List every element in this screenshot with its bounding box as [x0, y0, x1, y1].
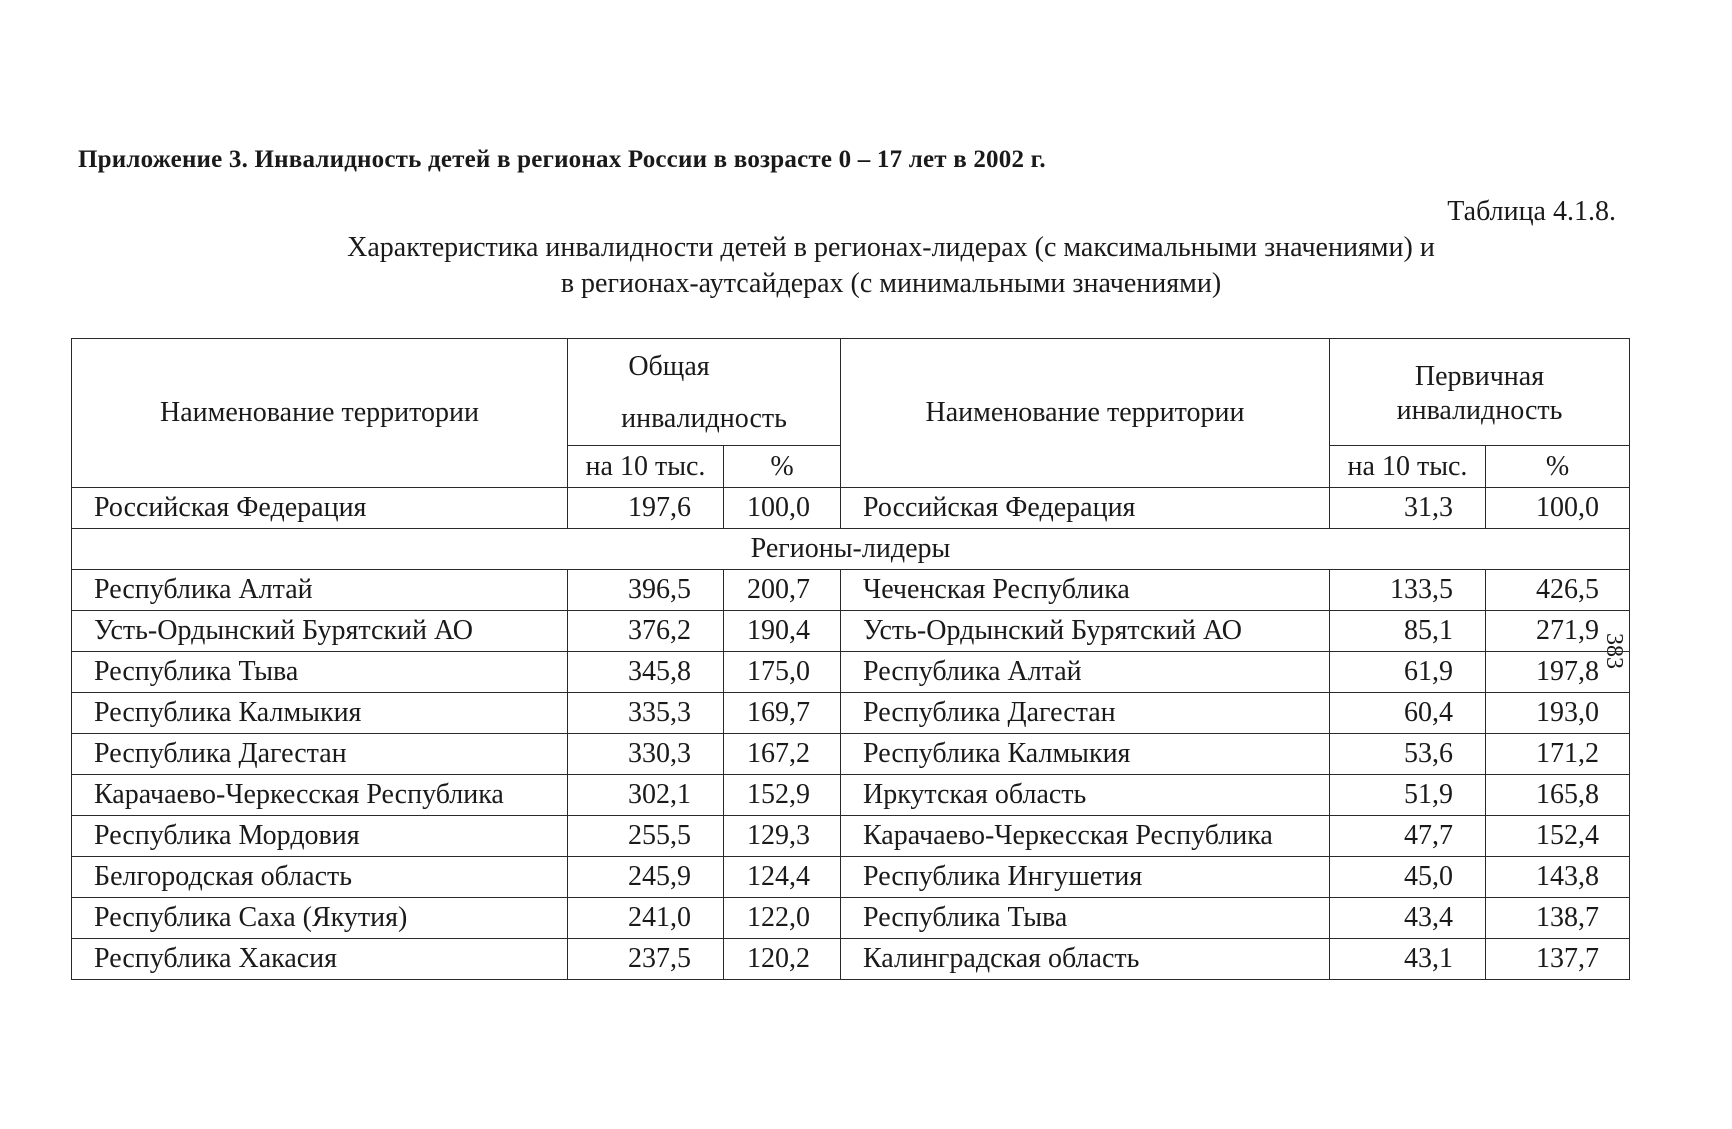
cell-right-per10k: 60,4	[1330, 693, 1486, 734]
cell-left-percent: 152,9	[724, 775, 841, 816]
cell-left-percent: 100,0	[724, 488, 841, 529]
cell-left-per10k: 245,9	[568, 857, 724, 898]
column-group-general-line-2: инвалидность	[621, 403, 787, 434]
table-row	[72, 693, 1630, 734]
cell-left-per10k: 376,2	[568, 611, 724, 652]
cell-right-per10k: 45,0	[1330, 857, 1486, 898]
cell-right-percent: 271,9	[1486, 611, 1630, 652]
column-group-general-line-1: Общая	[628, 351, 710, 382]
cell-left-per10k: 255,5	[568, 816, 724, 857]
cell-right-percent: 100,0	[1486, 488, 1630, 529]
column-group-primary-disability	[1330, 339, 1630, 446]
cell-right-territory: Республика Калмыкия	[841, 734, 1330, 775]
cell-right-percent: 138,7	[1486, 898, 1630, 939]
cell-left-territory: Республика Дагестан	[72, 734, 568, 775]
column-group-primary-line-2: инвалидность	[1396, 395, 1563, 426]
cell-right-territory: Республика Алтай	[841, 652, 1330, 693]
cell-right-per10k: 53,6	[1330, 734, 1486, 775]
cell-right-percent: 426,5	[1486, 570, 1630, 611]
cell-right-territory: Чеченская Республика	[841, 570, 1330, 611]
column-group-primary-line-1: Первичная	[1414, 361, 1545, 392]
table-row	[72, 939, 1630, 980]
cell-right-percent: 171,2	[1486, 734, 1630, 775]
cell-right-territory: Карачаево-Черкесская Республика	[841, 816, 1330, 857]
cell-left-percent: 175,0	[724, 652, 841, 693]
appendix-heading: Приложение 3. Инвалидность детей в регионах России в возрасте 0 – 17 лет в 2002 г.	[78, 146, 1046, 173]
cell-left-per10k: 335,3	[568, 693, 724, 734]
cell-right-percent: 197,8	[1486, 652, 1630, 693]
cell-right-per10k: 43,4	[1330, 898, 1486, 939]
table-row	[72, 816, 1630, 857]
cell-left-territory: Карачаево-Черкесская Республика	[72, 775, 568, 816]
cell-right-per10k: 43,1	[1330, 939, 1486, 980]
cell-right-territory: Российская Федерация	[841, 488, 1330, 529]
table-header-row-1	[72, 339, 1630, 446]
cell-right-percent: 143,8	[1486, 857, 1630, 898]
cell-left-percent: 120,2	[724, 939, 841, 980]
cell-left-per10k: 241,0	[568, 898, 724, 939]
cell-right-percent: 152,4	[1486, 816, 1630, 857]
cell-right-territory: Республика Тыва	[841, 898, 1330, 939]
column-header-general-per10k: на 10 тыс.	[568, 446, 724, 488]
cell-left-per10k: 237,5	[568, 939, 724, 980]
page-number: 383	[1601, 633, 1627, 669]
table-caption-line-2: в регионах-аутсайдерах (с минимальными значениями)	[560, 268, 1222, 299]
cell-right-per10k: 47,7	[1330, 816, 1486, 857]
cell-right-per10k: 51,9	[1330, 775, 1486, 816]
column-header-primary-per10k: на 10 тыс.	[1330, 446, 1486, 488]
cell-left-percent: 167,2	[724, 734, 841, 775]
column-header-general-percent: %	[724, 446, 841, 488]
column-header-primary-percent: %	[1486, 446, 1630, 488]
cell-left-percent: 190,4	[724, 611, 841, 652]
cell-left-territory: Усть-Ордынский Бурятский АО	[72, 611, 568, 652]
cell-right-territory: Иркутская область	[841, 775, 1330, 816]
cell-right-territory: Усть-Ордынский Бурятский АО	[841, 611, 1330, 652]
cell-right-per10k: 85,1	[1330, 611, 1486, 652]
disability-table	[71, 338, 1630, 980]
cell-right-territory: Республика Ингушетия	[841, 857, 1330, 898]
cell-left-percent: 200,7	[724, 570, 841, 611]
column-header-territory-left: Наименование территории	[72, 339, 568, 488]
cell-right-percent: 165,8	[1486, 775, 1630, 816]
cell-left-percent: 124,4	[724, 857, 841, 898]
cell-right-territory: Калинградская область	[841, 939, 1330, 980]
cell-right-territory: Республика Дагестан	[841, 693, 1330, 734]
table-row	[72, 611, 1630, 652]
cell-left-per10k: 302,1	[568, 775, 724, 816]
cell-right-per10k: 61,9	[1330, 652, 1486, 693]
cell-left-per10k: 396,5	[568, 570, 724, 611]
cell-left-territory: Республика Саха (Якутия)	[72, 898, 568, 939]
table-row	[72, 652, 1630, 693]
cell-left-territory: Российская Федерация	[72, 488, 568, 529]
cell-left-percent: 169,7	[724, 693, 841, 734]
cell-left-territory: Республика Тыва	[72, 652, 568, 693]
cell-right-percent: 137,7	[1486, 939, 1630, 980]
table-row	[72, 857, 1630, 898]
table-section-row	[72, 529, 1630, 570]
table-caption-line-1: Характеристика инвалидности детей в регионах-лидерах (с максимальными значениями) и	[347, 232, 1435, 263]
cell-left-territory: Республика Калмыкия	[72, 693, 568, 734]
cell-left-territory: Белгородская область	[72, 857, 568, 898]
cell-left-territory: Республика Хакасия	[72, 939, 568, 980]
table-number-label: Таблица 4.1.8.	[1447, 196, 1616, 227]
cell-left-percent: 129,3	[724, 816, 841, 857]
cell-right-per10k: 31,3	[1330, 488, 1486, 529]
table-row-federation	[72, 488, 1630, 529]
cell-left-territory: Республика Алтай	[72, 570, 568, 611]
cell-left-percent: 122,0	[724, 898, 841, 939]
table-row	[72, 775, 1630, 816]
cell-left-territory: Республика Мордовия	[72, 816, 568, 857]
cell-right-percent: 193,0	[1486, 693, 1630, 734]
cell-left-per10k: 197,6	[568, 488, 724, 529]
table-row	[72, 734, 1630, 775]
section-label-leaders: Регионы-лидеры	[72, 529, 1630, 570]
column-header-territory-right: Наименование территории	[841, 339, 1330, 488]
cell-left-per10k: 345,8	[568, 652, 724, 693]
table-row	[72, 570, 1630, 611]
table-row	[72, 898, 1630, 939]
cell-left-per10k: 330,3	[568, 734, 724, 775]
cell-right-per10k: 133,5	[1330, 570, 1486, 611]
column-group-general-disability	[568, 339, 841, 446]
